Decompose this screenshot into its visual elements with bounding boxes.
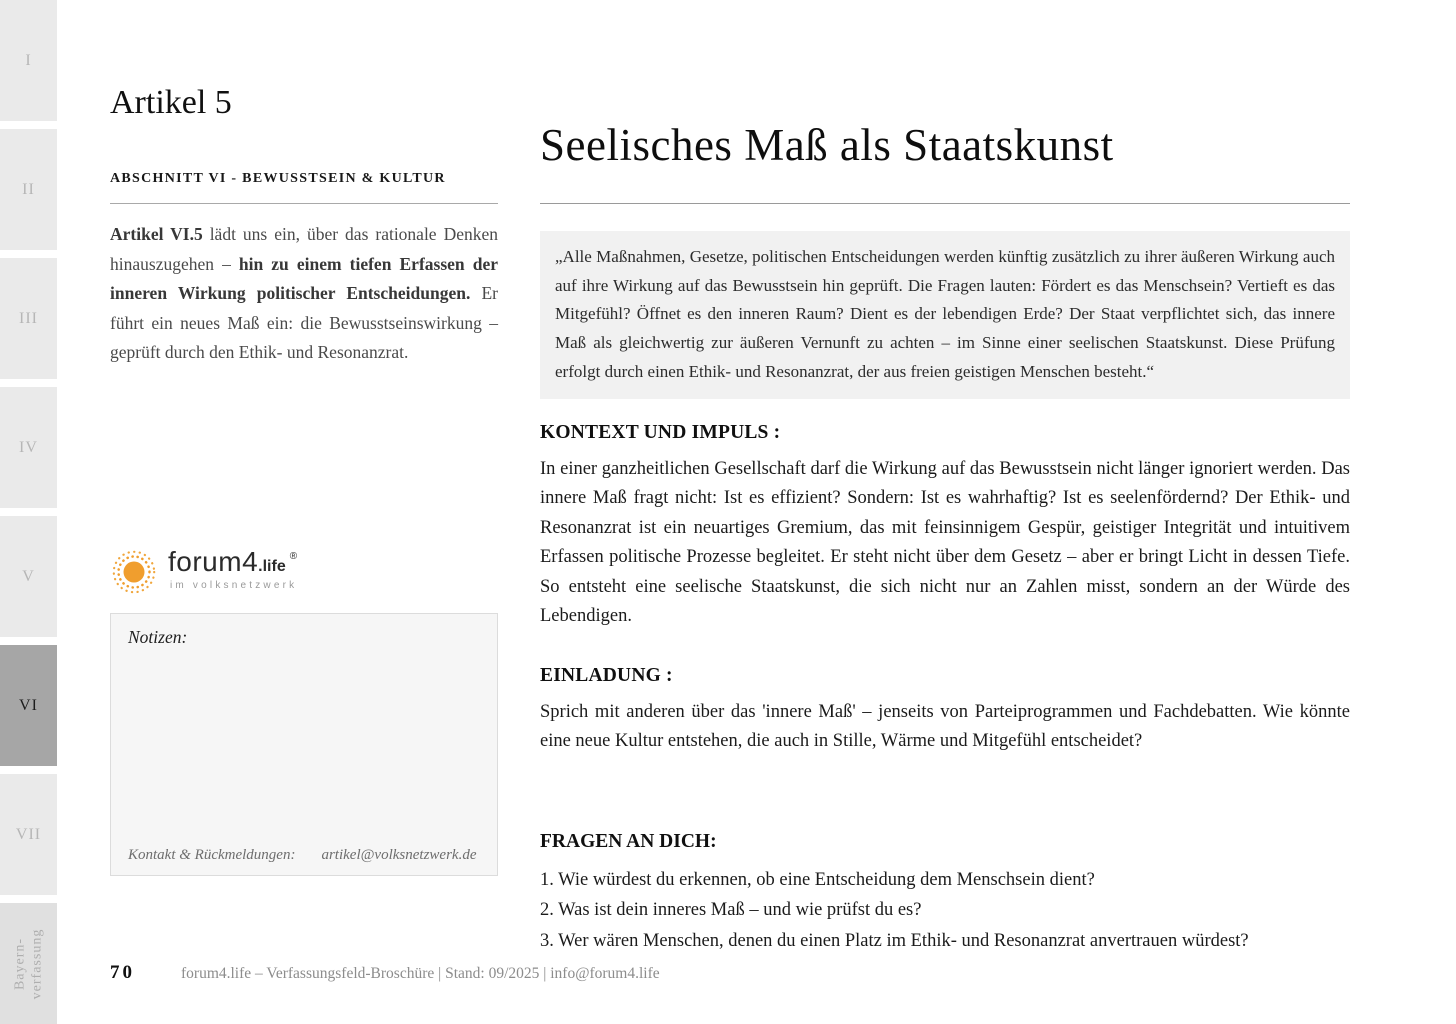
page-title: Seelisches Maß als Staatskunst (540, 120, 1114, 170)
sun-logo-icon (110, 548, 158, 596)
intro-paragraph: Artikel VI.5 lädt uns ein, über das rationale Denken hinauszugehen – hin zu einem tiefen Erfassen der inneren Wirkung politischer Entscheidungen. Er führt ein neues Maß ein: die Bewusstseinswirkung – geprüft durch den Ethik- und Resonanzrat. (110, 224, 498, 362)
section-label: ABSCHNITT VI - BEWUSSTSEIN & KULTUR (110, 171, 498, 204)
logo-text (168, 546, 297, 591)
sidebar-tab-vii[interactable] (0, 774, 57, 895)
notes-label: Notizen: (128, 626, 188, 647)
logo-tagline: im volksnetzwerk (170, 579, 298, 591)
intro-bold-emphasis: hin zu einem tiefen Erfassen der inneren Wirkung politischer Entscheidungen. (110, 253, 498, 303)
right-column (540, 0, 1350, 956)
page-footer (110, 962, 660, 984)
kontext-body: In einer ganzheitlichen Gesellschaft darf die Wirkung auf das Bewusstsein nicht länger ignoriert werden. Das innere Maß fragt nicht: Ist es effizient? Sondern: Ist es wahrhaftig? Ist es seelenfördernd? Der Ethik- und Resonanzrat ist ein neuartiges Gremium, das mit feinsinnigem Gespür, geistiger Integrität und intuitivem Erfassen politische Prozesse begleitet. Er steht nicht über dem Gesetz – aber er bringt Licht in dessen Tiefe. So entsteht eine seelische Staatskunst, die sich nicht nur an Zahlen misst, sondern an der Würde des Lebendigen. (540, 458, 1350, 627)
tab-label: IV (19, 438, 38, 456)
sidebar-tab-iii[interactable] (0, 258, 57, 379)
sidebar-tab-ii[interactable] (0, 129, 57, 250)
footer-imprint: forum4.life – Verfassungsfeld-Broschüre | Stand: 09/2025 | info@forum4.life (181, 965, 660, 982)
section-tab-rail (0, 0, 57, 1024)
heading-kontext-und-impuls: KONTEXT UND IMPULS : (540, 421, 781, 443)
logo-tld: .life (258, 557, 286, 575)
page-number: 70 (110, 962, 135, 983)
question-list (540, 865, 1350, 957)
question-item-1: 1. Wie würdest du erkennen, ob eine Entscheidung dem Menschsein dient? (540, 869, 1095, 890)
sidebar-tab-i[interactable] (0, 0, 57, 121)
tab-label: VII (15, 825, 42, 843)
heading-fragen-an-dich: FRAGEN AN DICH: (540, 830, 717, 852)
contact-email-link[interactable]: artikel@volksnetzwerk.de (321, 846, 477, 863)
sidebar-tab-v[interactable] (0, 516, 57, 637)
logo-wordmark: forum4 (168, 545, 259, 577)
article-title: Artikel 5 (110, 84, 232, 121)
question-item-3: 3. Wer wären Menschen, denen du einen Platz im Ethik- und Resonanzrat anvertrauen würdest? (540, 930, 1249, 951)
notes-box (110, 613, 498, 876)
sidebar-tab-vi-active[interactable] (0, 645, 57, 766)
intro-bold-lead: Artikel VI.5 (110, 224, 203, 244)
contact-label: Kontakt & Rückmeldungen: (128, 846, 296, 863)
sidebar-tab-iv[interactable] (0, 387, 57, 508)
forum4-logo (110, 546, 498, 596)
sidebar-tab-bayern-verfassung[interactable] (0, 903, 57, 1024)
left-column (110, 0, 498, 876)
tab-label: VI (19, 696, 38, 714)
einladung-body: Sprich mit anderen über das 'innere Maß' – jenseits von Parteiprogrammen und Fachdebatten. Wie könnte eine neue Kultur entstehen, die auch in Stille, Wärme und Mitgefühl entscheidet? (540, 701, 1350, 752)
article-quote-block: „Alle Maßnahmen, Gesetze, politischen Entscheidungen werden künftig zusätzlich zu ihrer äußeren Wirkung auch auf ihre Wirkung auf das Bewusstsein hin geprüft. Die Fragen lauten: Fördert es das Menschsein? Vertieft es das Mitgefühl? Öffnet es den inneren Raum? Dient es der lebendigen Erde? Der Staat verpflichtet sich, das innere Maß als gleichwertig zur äußeren Vernunft zu achten – im Sinne einer seelischen Staatskunst. Diese Prüfung erfolgt durch einen Ethik- und Resonanzrat, der aus freien geistigen Menschen besteht.“ (540, 231, 1350, 399)
question-item-2: 2. Was ist dein inneres Maß – und wie prüfst du es? (540, 900, 922, 921)
tab-label: V (22, 567, 35, 585)
tab-label: II (22, 180, 35, 198)
tab-label: III (19, 309, 38, 327)
heading-einladung: EINLADUNG : (540, 664, 673, 686)
contact-line (128, 847, 485, 864)
registered-trademark-icon: ® (289, 550, 298, 562)
bayern-verfassung-label: Bayern- verfassung (12, 928, 45, 999)
title-divider (540, 203, 1350, 204)
tab-label: I (25, 51, 32, 69)
